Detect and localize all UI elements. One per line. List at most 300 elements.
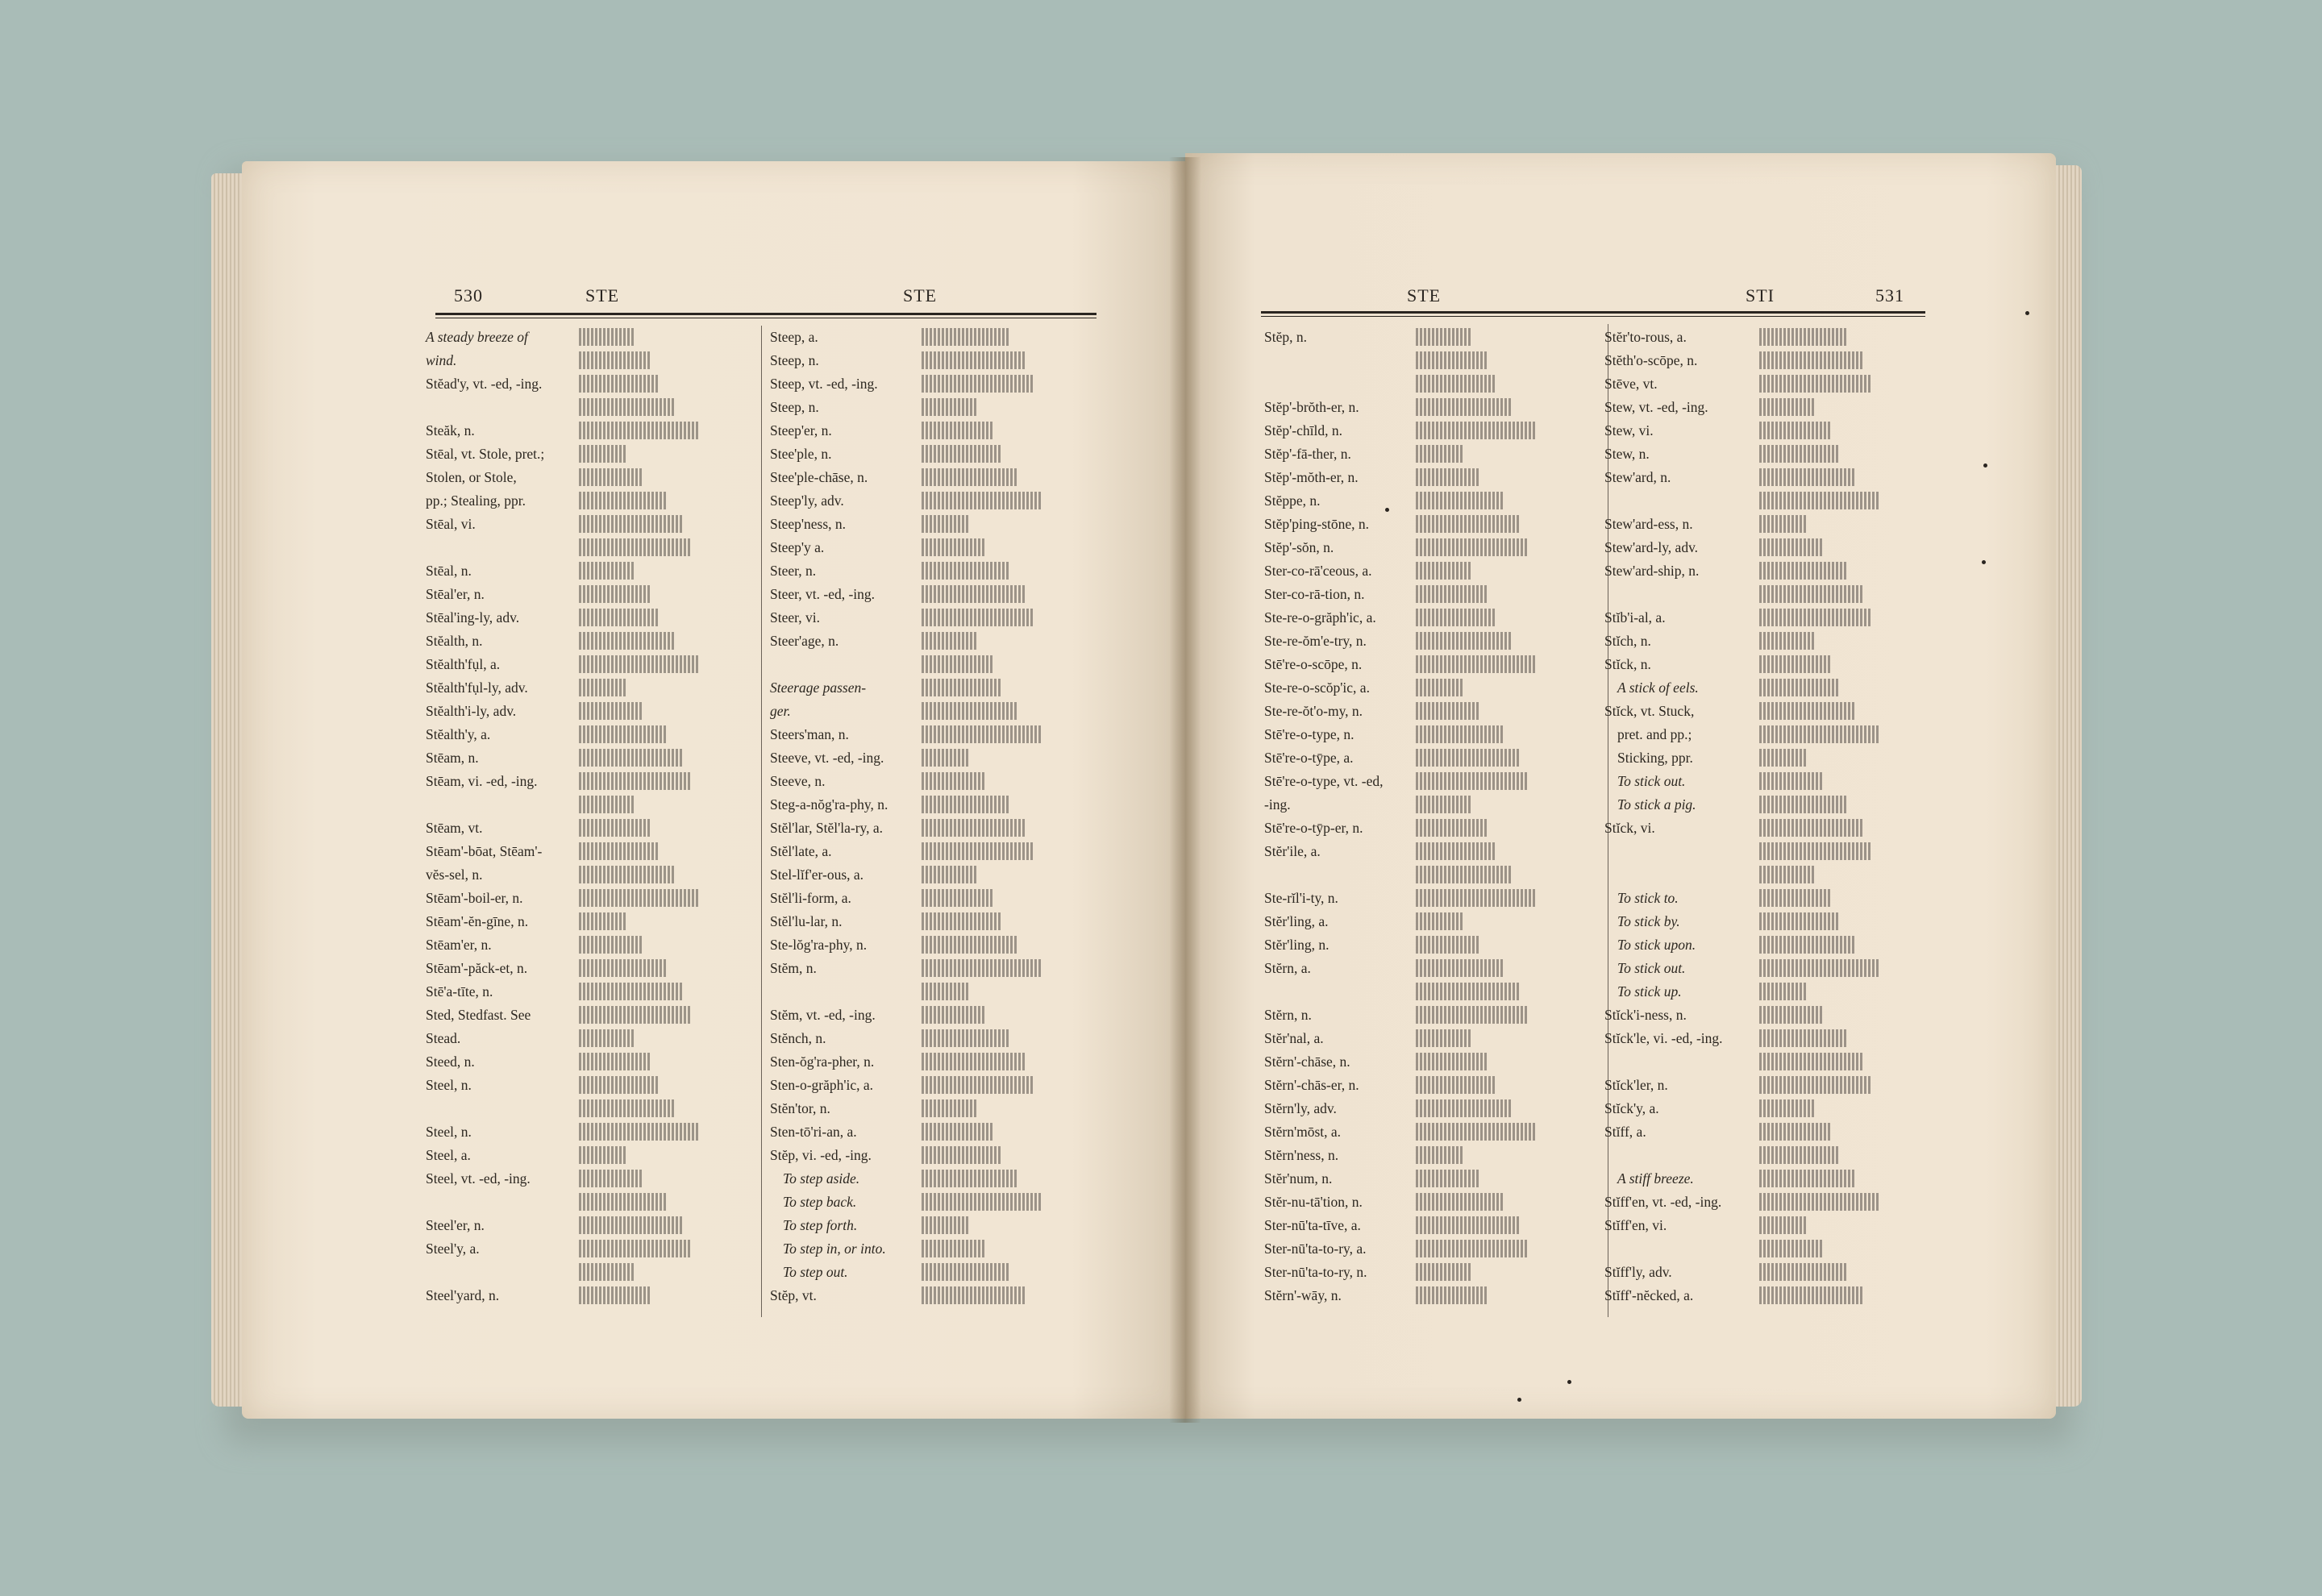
japanese-gloss-text xyxy=(1416,1099,1513,1117)
entry-headword: Ster-nū'ta-to-ry, a. xyxy=(1264,1241,1367,1257)
entry-headword: pp.; Stealing, ppr. xyxy=(426,493,526,509)
entry-headword: Stĭff'en, vi. xyxy=(1604,1217,1667,1233)
japanese-gloss-text xyxy=(579,679,627,696)
entry-headword: Stĕl'lar, Stĕl'la-ry, a. xyxy=(770,820,884,836)
japanese-gloss-text xyxy=(1759,889,1832,907)
japanese-gloss-text xyxy=(1759,632,1816,650)
dictionary-entry xyxy=(1604,1120,1723,1144)
japanese-gloss-text xyxy=(579,866,676,883)
japanese-gloss-text xyxy=(922,445,1002,463)
left-page xyxy=(242,161,1185,1419)
entry-headword: Stĕalth'fụl-ly, adv. xyxy=(426,680,528,696)
japanese-gloss-text xyxy=(1759,1240,1824,1257)
entry-headword: Stēal, vi. xyxy=(426,516,476,532)
entry-headword: Stēam, vt. xyxy=(426,820,483,836)
dictionary-entry xyxy=(426,1191,544,1214)
dictionary-entry xyxy=(1604,630,1723,653)
entry-headword: To step forth. xyxy=(783,1217,858,1233)
dictionary-entry xyxy=(1604,536,1723,559)
entry-headword: Steep'ly, adv. xyxy=(770,493,844,509)
dictionary-entry xyxy=(1604,583,1723,606)
entry-headword: Ste-re-ŏm'e-try, n. xyxy=(1264,633,1367,649)
japanese-gloss-text xyxy=(1759,1170,1856,1187)
japanese-gloss-text xyxy=(1759,515,1808,533)
book-gutter xyxy=(1169,157,1201,1423)
entry-headword: Steel, n. xyxy=(426,1077,472,1093)
japanese-gloss-text xyxy=(579,819,651,837)
dictionary-entry xyxy=(426,957,544,980)
entry-headword: Stĕl'li-form, a. xyxy=(770,890,851,906)
japanese-gloss-text xyxy=(579,515,684,533)
dictionary-entry xyxy=(426,396,544,419)
entry-headword: Stĕrn'-wāy, n. xyxy=(1264,1287,1342,1303)
dictionary-entry xyxy=(1604,1191,1723,1214)
left-guide-word-2: STE xyxy=(903,285,938,305)
japanese-gloss-text xyxy=(579,609,660,626)
entry-headword: wind. xyxy=(426,352,457,368)
left-column-separator xyxy=(761,326,762,1317)
japanese-gloss-text xyxy=(1759,1006,1824,1024)
entry-headword: Steel'y, a. xyxy=(426,1241,480,1257)
entry-headword: Stĭff, a. xyxy=(1604,1124,1646,1140)
japanese-gloss-text xyxy=(922,562,1010,580)
dictionary-entry xyxy=(1604,980,1723,1004)
japanese-gloss-text xyxy=(1416,725,1504,743)
dictionary-entry xyxy=(770,1120,888,1144)
dictionary-entry xyxy=(1604,396,1723,419)
dictionary-entry xyxy=(770,653,888,676)
entry-headword: Stĕth'o-scōpe, n. xyxy=(1604,352,1698,368)
entry-headword: To stick up. xyxy=(1617,983,1682,1000)
dictionary-entry xyxy=(1264,980,1383,1004)
entry-headword: Stew'ard, n. xyxy=(1604,469,1671,485)
dictionary-entry xyxy=(1604,559,1723,583)
dictionary-entry xyxy=(1264,1214,1383,1237)
japanese-gloss-text xyxy=(1416,819,1488,837)
entry-headword: Stĕalth'i-ly, adv. xyxy=(426,703,517,719)
dictionary-entry xyxy=(1264,466,1383,489)
dictionary-entry xyxy=(426,1074,544,1097)
entry-headword: Steers'man, n. xyxy=(770,726,849,742)
entry-headword: Stĕalth, n. xyxy=(426,633,483,649)
entry-headword: Stĕppe, n. xyxy=(1264,493,1321,509)
entry-headword: Stĕrn, a. xyxy=(1264,960,1311,976)
japanese-gloss-text xyxy=(579,749,684,767)
dictionary-entry xyxy=(1264,1167,1383,1191)
dictionary-entry xyxy=(426,863,544,887)
entry-headword: Stĭck'ler, n. xyxy=(1604,1077,1668,1093)
dictionary-entry xyxy=(770,1097,888,1120)
japanese-gloss-text xyxy=(579,842,660,860)
japanese-gloss-text xyxy=(1759,468,1856,486)
dictionary-entry xyxy=(1604,1261,1723,1284)
japanese-gloss-text xyxy=(922,328,1010,346)
japanese-gloss-text xyxy=(579,1216,684,1234)
japanese-gloss-text xyxy=(1416,1123,1537,1141)
japanese-gloss-text xyxy=(922,749,970,767)
dictionary-entry xyxy=(770,1214,888,1237)
japanese-gloss-text xyxy=(922,1240,986,1257)
japanese-gloss-text xyxy=(579,772,692,790)
entry-headword: To step out. xyxy=(783,1264,848,1280)
japanese-gloss-text xyxy=(1416,983,1521,1000)
dictionary-entry xyxy=(426,980,544,1004)
dictionary-entry xyxy=(426,606,544,630)
entry-headword: Stee'ple, n. xyxy=(770,446,832,462)
dictionary-entry xyxy=(426,933,544,957)
entry-headword: Stĕp, n. xyxy=(1264,329,1307,345)
dictionary-entry xyxy=(426,349,544,372)
entry-headword: Sten-tō'ri-an, a. xyxy=(770,1124,857,1140)
dictionary-entry xyxy=(1264,326,1383,349)
entry-headword: To step aside. xyxy=(783,1170,860,1187)
right-page-number: 531 xyxy=(1875,285,1904,305)
dictionary-entry xyxy=(1264,1261,1383,1284)
dictionary-entry xyxy=(770,489,888,513)
japanese-gloss-text xyxy=(1416,515,1521,533)
entry-headword: Stēam, n. xyxy=(426,750,479,766)
dictionary-entry xyxy=(770,630,888,653)
dictionary-entry xyxy=(426,419,544,443)
left-page-number: 530 xyxy=(454,285,483,305)
entry-headword: A stiff breeze. xyxy=(1617,1170,1694,1187)
entry-headword: Stĕr'ile, a. xyxy=(1264,843,1321,859)
dictionary-entry xyxy=(426,910,544,933)
dictionary-entry xyxy=(426,1167,544,1191)
dictionary-entry xyxy=(1264,1237,1383,1261)
entry-headword: Steerage passen- xyxy=(770,680,867,696)
japanese-gloss-text xyxy=(1759,1053,1864,1070)
japanese-gloss-text xyxy=(922,492,1042,509)
japanese-gloss-text xyxy=(1416,538,1529,556)
japanese-gloss-text xyxy=(579,889,700,907)
japanese-gloss-text xyxy=(1416,445,1464,463)
entry-headword: Stĭch, n. xyxy=(1604,633,1651,649)
entry-headword: To step back. xyxy=(783,1194,857,1210)
dictionary-entry xyxy=(426,559,544,583)
dictionary-entry xyxy=(1604,793,1723,817)
entry-headword: Stĕrn'mōst, a. xyxy=(1264,1124,1342,1140)
dictionary-entry xyxy=(426,1097,544,1120)
japanese-gloss-text xyxy=(1416,1006,1529,1024)
japanese-gloss-text xyxy=(1416,1193,1504,1211)
entry-headword: Steel, vt. -ed, -ing. xyxy=(426,1170,531,1187)
japanese-gloss-text xyxy=(922,772,986,790)
entry-headword: Stĕn'tor, n. xyxy=(770,1100,830,1116)
dictionary-entry xyxy=(770,326,888,349)
japanese-gloss-text xyxy=(579,725,668,743)
dictionary-entry xyxy=(426,1284,544,1307)
entry-headword: Stew, vt. -ed, -ing. xyxy=(1604,399,1708,415)
entry-headword: Stel-lĭf'er-ous, a. xyxy=(770,867,864,883)
entry-headword: Stĕrn'-chāse, n. xyxy=(1264,1054,1350,1070)
entry-headword: Steep'y a. xyxy=(770,539,825,555)
entry-headword: To stick a pig. xyxy=(1617,796,1696,813)
japanese-gloss-text xyxy=(1759,492,1880,509)
entry-headword: Stĭck, n. xyxy=(1604,656,1651,672)
japanese-gloss-text xyxy=(922,889,994,907)
japanese-gloss-text xyxy=(579,375,660,393)
japanese-gloss-text xyxy=(922,983,970,1000)
japanese-gloss-text xyxy=(922,796,1010,813)
dictionary-entry xyxy=(1264,489,1383,513)
page-speck xyxy=(1567,1380,1571,1384)
japanese-gloss-text xyxy=(922,1286,1026,1304)
dictionary-entry xyxy=(1264,419,1383,443)
left-page-edges xyxy=(211,173,243,1407)
japanese-gloss-text xyxy=(1416,422,1537,439)
dictionary-entry xyxy=(770,583,888,606)
dictionary-entry xyxy=(1604,817,1723,840)
entry-headword: Steep, n. xyxy=(770,352,819,368)
entry-headword: Stĕrn'ly, adv. xyxy=(1264,1100,1337,1116)
japanese-gloss-text xyxy=(922,1099,978,1117)
dictionary-entry xyxy=(1264,559,1383,583)
dictionary-entry xyxy=(770,1027,888,1050)
japanese-gloss-text xyxy=(1759,912,1840,930)
japanese-gloss-text xyxy=(1416,1263,1472,1281)
japanese-gloss-text xyxy=(1759,562,1848,580)
japanese-gloss-text xyxy=(1759,1263,1848,1281)
japanese-gloss-text xyxy=(1759,351,1864,369)
dictionary-entry xyxy=(1604,933,1723,957)
entry-headword: Stew'ard-ship, n. xyxy=(1604,563,1700,579)
right-guide-word-2: STI xyxy=(1746,285,1775,305)
japanese-gloss-text xyxy=(579,632,676,650)
japanese-gloss-text xyxy=(922,351,1026,369)
entry-headword: vĕs-sel, n. xyxy=(426,867,483,883)
dictionary-entry xyxy=(770,676,888,700)
japanese-gloss-text xyxy=(1759,398,1816,416)
japanese-gloss-text xyxy=(579,983,684,1000)
japanese-gloss-text xyxy=(579,492,668,509)
dictionary-entry xyxy=(770,957,888,980)
dictionary-entry xyxy=(426,1027,544,1050)
entry-headword: Steeve, n. xyxy=(770,773,826,789)
dictionary-entry xyxy=(1264,746,1383,770)
dictionary-entry xyxy=(770,1004,888,1027)
japanese-gloss-text xyxy=(579,1029,635,1047)
japanese-gloss-text xyxy=(1416,609,1496,626)
entry-headword: Stee'ple-chāse, n. xyxy=(770,469,868,485)
entry-headword: Stĭff'en, vt. -ed, -ing. xyxy=(1604,1194,1722,1210)
entry-headword: To stick out. xyxy=(1617,960,1686,976)
entry-headword: Stĕalth'y, a. xyxy=(426,726,491,742)
dictionary-entry xyxy=(426,770,544,793)
right-header-rule-thin xyxy=(1261,316,1925,317)
entry-headword: Stĕrn, n. xyxy=(1264,1007,1312,1023)
dictionary-entry xyxy=(1264,676,1383,700)
entry-headword: Sten-ŏg'ra-pher, n. xyxy=(770,1054,875,1070)
dictionary-entry xyxy=(1604,1027,1723,1050)
entry-headword: Steep, a. xyxy=(770,329,818,345)
dictionary-entry xyxy=(1264,536,1383,559)
entry-headword: Steeve, vt. -ed, -ing. xyxy=(770,750,884,766)
entry-headword: Stolen, or Stole, xyxy=(426,469,517,485)
entry-headword: Stēal, n. xyxy=(426,563,472,579)
japanese-gloss-text xyxy=(579,1099,676,1117)
japanese-gloss-text xyxy=(922,1123,994,1141)
dictionary-entry xyxy=(426,1261,544,1284)
entry-headword: Stĭck, vt. Stuck, xyxy=(1604,703,1695,719)
dictionary-entry xyxy=(426,817,544,840)
dictionary-entry xyxy=(1604,700,1723,723)
dictionary-entry xyxy=(1604,372,1723,396)
japanese-gloss-text xyxy=(922,468,1018,486)
entry-headword: Steg-a-nŏg'ra-phy, n. xyxy=(770,796,888,813)
dictionary-entry xyxy=(1604,1074,1723,1097)
dictionary-entry xyxy=(770,466,888,489)
entry-headword: To step in, or into. xyxy=(783,1241,886,1257)
dictionary-entry xyxy=(426,700,544,723)
dictionary-entry xyxy=(770,700,888,723)
japanese-gloss-text xyxy=(922,702,1018,720)
entry-headword: Steel, n. xyxy=(426,1124,472,1140)
japanese-gloss-text xyxy=(579,1240,692,1257)
japanese-gloss-text xyxy=(579,1170,643,1187)
dictionary-entry xyxy=(770,372,888,396)
entry-headword: Stew, vi. xyxy=(1604,422,1654,438)
dictionary-entry xyxy=(1264,1191,1383,1214)
japanese-gloss-text xyxy=(579,1146,627,1164)
dictionary-entry xyxy=(1264,606,1383,630)
dictionary-entry xyxy=(770,419,888,443)
entry-headword: Ster-co-rā-tion, n. xyxy=(1264,586,1365,602)
dictionary-entry xyxy=(770,443,888,466)
japanese-gloss-text xyxy=(1759,1146,1840,1164)
entry-headword: Stĕr-nu-tā'tion, n. xyxy=(1264,1194,1363,1210)
entry-headword: Stēal'ing-ly, adv. xyxy=(426,609,520,626)
japanese-gloss-text xyxy=(1759,866,1816,883)
japanese-gloss-text xyxy=(579,585,651,603)
japanese-gloss-text xyxy=(1416,796,1472,813)
dictionary-entry xyxy=(1604,1144,1723,1167)
dictionary-entry xyxy=(1264,513,1383,536)
dictionary-entry xyxy=(1264,443,1383,466)
japanese-gloss-text xyxy=(579,328,635,346)
japanese-gloss-text xyxy=(1416,468,1480,486)
japanese-gloss-text xyxy=(1416,866,1513,883)
japanese-gloss-text xyxy=(1416,632,1513,650)
dictionary-entry xyxy=(426,1050,544,1074)
japanese-gloss-text xyxy=(1759,725,1880,743)
dictionary-entry xyxy=(426,1004,544,1027)
dictionary-entry xyxy=(1264,396,1383,419)
entry-headword: Stē're-o-tȳpe, a. xyxy=(1264,750,1354,766)
japanese-gloss-text xyxy=(1416,749,1521,767)
japanese-gloss-text xyxy=(1759,679,1840,696)
entry-headword: Stē're-o-type, n. xyxy=(1264,726,1354,742)
japanese-gloss-text xyxy=(1759,328,1848,346)
entry-headword: Stew, n. xyxy=(1604,446,1650,462)
entry-headword: Steel'er, n. xyxy=(426,1217,485,1233)
entry-headword: Stĕad'y, vt. -ed, -ing. xyxy=(426,376,543,392)
entry-headword: Steed, n. xyxy=(426,1054,475,1070)
dictionary-entry xyxy=(1604,653,1723,676)
dictionary-entry xyxy=(426,793,544,817)
entry-headword: Stĭb'i-al, a. xyxy=(1604,609,1666,626)
japanese-gloss-text xyxy=(1759,936,1856,954)
entry-headword: pret. and pp.; xyxy=(1617,726,1692,742)
entry-headword: -ing. xyxy=(1264,796,1291,813)
dictionary-entry xyxy=(1604,1050,1723,1074)
japanese-gloss-text xyxy=(922,1263,1010,1281)
japanese-gloss-text xyxy=(579,796,635,813)
page-speck xyxy=(1982,560,1986,564)
entry-headword: Sticking, ppr. xyxy=(1617,750,1693,766)
japanese-gloss-text xyxy=(579,702,643,720)
japanese-gloss-text xyxy=(1416,1146,1464,1164)
dictionary-entry xyxy=(1604,326,1723,349)
japanese-gloss-text xyxy=(1416,1216,1521,1234)
dictionary-entry xyxy=(426,326,544,349)
dictionary-entry xyxy=(770,910,888,933)
entry-headword: Stĕm, vt. -ed, -ing. xyxy=(770,1007,876,1023)
dictionary-entry xyxy=(770,980,888,1004)
dictionary-entry xyxy=(770,840,888,863)
entry-headword: Ster-co-rā'ceous, a. xyxy=(1264,563,1372,579)
dictionary-entry xyxy=(770,606,888,630)
japanese-gloss-text xyxy=(922,1053,1026,1070)
right-column-2 xyxy=(1604,326,1723,1307)
dictionary-entry xyxy=(1264,653,1383,676)
dictionary-entry xyxy=(770,723,888,746)
dictionary-entry xyxy=(1604,770,1723,793)
right-header-rule xyxy=(1261,311,1925,314)
entry-headword: Stēam'-ĕn-gīne, n. xyxy=(426,913,529,929)
japanese-gloss-text xyxy=(922,819,1026,837)
right-column-1 xyxy=(1264,326,1383,1307)
entry-headword: To stick to. xyxy=(1617,890,1679,906)
dictionary-entry xyxy=(1604,513,1723,536)
entry-headword: Stĕalth'fụl, a. xyxy=(426,656,501,672)
japanese-gloss-text xyxy=(1759,796,1848,813)
entry-headword: Stĭck, vi. xyxy=(1604,820,1655,836)
dictionary-entry xyxy=(426,443,544,466)
entry-headword: Steel, a. xyxy=(426,1147,471,1163)
dictionary-entry xyxy=(1264,817,1383,840)
japanese-gloss-text xyxy=(1759,655,1832,673)
entry-headword: Stĕr'to-rous, a. xyxy=(1604,329,1687,345)
dictionary-entry xyxy=(426,723,544,746)
dictionary-entry xyxy=(1264,1284,1383,1307)
entry-headword: Stĭck'i-ness, n. xyxy=(1604,1007,1687,1023)
entry-headword: Ster-nū'ta-tīve, a. xyxy=(1264,1217,1361,1233)
entry-headword: Sted, Stedfast. See xyxy=(426,1007,531,1023)
japanese-gloss-text xyxy=(1416,772,1529,790)
japanese-gloss-text xyxy=(922,959,1042,977)
entry-headword: Stē're-o-type, vt. -ed, xyxy=(1264,773,1384,789)
dictionary-entry xyxy=(770,1261,888,1284)
japanese-gloss-text xyxy=(1416,1029,1472,1047)
japanese-gloss-text xyxy=(579,655,700,673)
dictionary-entry xyxy=(1604,606,1723,630)
entry-headword: Ste-re-ŏt'o-my, n. xyxy=(1264,703,1363,719)
entry-headword: Stĕl'lu-lar, n. xyxy=(770,913,843,929)
entry-headword: Stĕr'num, n. xyxy=(1264,1170,1333,1187)
page-speck xyxy=(1385,508,1389,512)
dictionary-entry xyxy=(770,1284,888,1307)
dictionary-entry xyxy=(1604,1284,1723,1307)
dictionary-entry xyxy=(770,559,888,583)
japanese-gloss-text xyxy=(922,912,1002,930)
japanese-gloss-text xyxy=(1416,936,1480,954)
japanese-gloss-text xyxy=(922,398,978,416)
japanese-gloss-text xyxy=(1416,585,1488,603)
dictionary-entry xyxy=(426,1120,544,1144)
entry-headword: Stĭck'y, a. xyxy=(1604,1100,1659,1116)
japanese-gloss-text xyxy=(579,445,627,463)
